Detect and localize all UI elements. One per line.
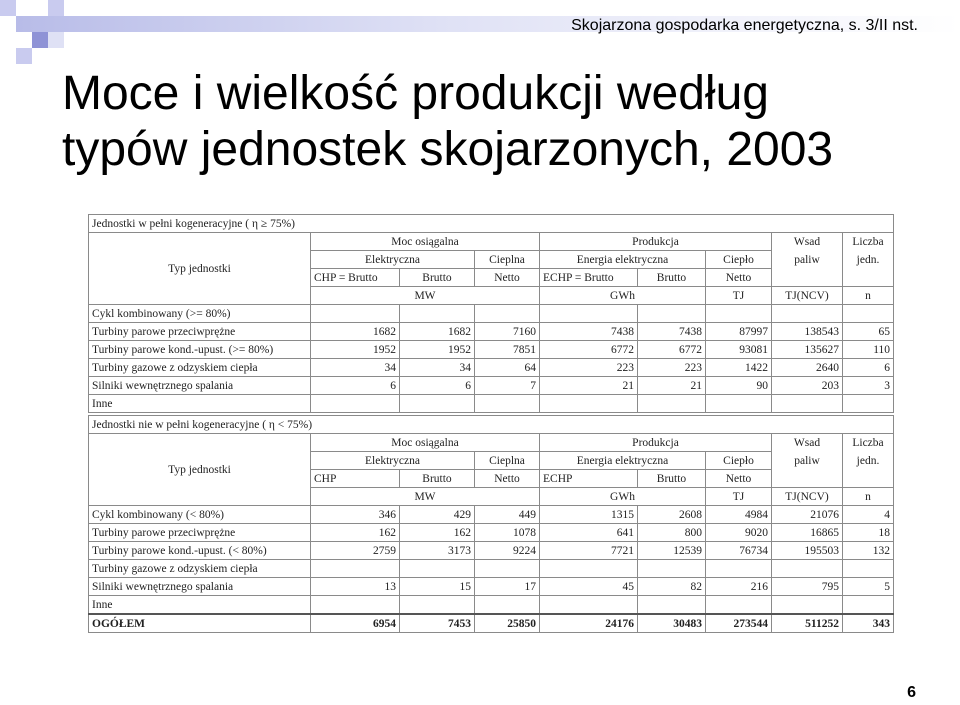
unit-gwh: GWh (540, 287, 706, 305)
cieplna-header: Cieplna (475, 452, 540, 470)
col-header: CHP = Brutto (311, 269, 400, 287)
table-cell: 6 (400, 377, 475, 395)
table-row (89, 506, 894, 524)
cieplo-header: Ciepło (706, 452, 772, 470)
slide-title (62, 66, 833, 178)
typ-jednostki-header: Typ jednostki (89, 233, 311, 305)
table-cell: 93081 (706, 341, 772, 359)
table-cell: 21 (638, 377, 706, 395)
cieplo-header: Ciepło (706, 251, 772, 269)
table-cell: 21076 (772, 506, 843, 524)
table-cell: 90 (706, 377, 772, 395)
table-cell: 76734 (706, 542, 772, 560)
table-cell (400, 560, 475, 578)
section-title-row (89, 215, 894, 233)
table-cell: 87997 (706, 323, 772, 341)
row-label: Turbiny parowe kond.-upust. (< 80%) (89, 542, 311, 560)
empty-cell (772, 269, 843, 287)
table-cell (311, 395, 400, 413)
col-header: ECHP = Brutto (540, 269, 638, 287)
row-label: Cykl kombinowany (>= 80%) (89, 305, 311, 323)
table-cell: 34 (400, 359, 475, 377)
table-cell: 6772 (638, 341, 706, 359)
empty-cell (772, 470, 843, 488)
page-number: 6 (907, 684, 916, 701)
table-cell (400, 395, 475, 413)
table-cell (311, 305, 400, 323)
unit-n: n (843, 287, 894, 305)
wsad-header: Wsad (772, 434, 843, 452)
table-cell (475, 560, 540, 578)
section-title-row (89, 416, 894, 434)
table-cell: 795 (772, 578, 843, 596)
table-cell (772, 395, 843, 413)
unit-tjncv: TJ(NCV) (772, 287, 843, 305)
jedn-header: jedn. (843, 251, 894, 269)
produkcja-header: Produkcja (540, 233, 772, 251)
table-cell: 223 (638, 359, 706, 377)
table-cell: 15 (400, 578, 475, 596)
table-cell: 12539 (638, 542, 706, 560)
empty-cell (843, 269, 894, 287)
table-cell: 7160 (475, 323, 540, 341)
table-cell (638, 560, 706, 578)
deco-square (32, 32, 48, 48)
table-cell (772, 560, 843, 578)
table-cell: 2759 (311, 542, 400, 560)
table-cell: 21 (540, 377, 638, 395)
table-row (89, 341, 894, 359)
table-cell: 1952 (400, 341, 475, 359)
table-cell (843, 395, 894, 413)
table-cell: 6 (843, 359, 894, 377)
unit-mw: MW (311, 287, 540, 305)
table-cell (475, 395, 540, 413)
moc-header: Moc osiągalna (311, 434, 540, 452)
row-label: Cykl kombinowany (< 80%) (89, 506, 311, 524)
table-cell (843, 596, 894, 615)
table-cell: 800 (638, 524, 706, 542)
table-cell: 64 (475, 359, 540, 377)
table-cell (400, 596, 475, 615)
row-label: Turbiny gazowe z odzyskiem ciepła (89, 359, 311, 377)
section-1-title: Jednostki w pełni kogeneracyjne ( η ≥ 75%) (89, 215, 894, 233)
table-cell: 7438 (638, 323, 706, 341)
row-label: Silniki wewnętrznego spalania (89, 377, 311, 395)
table-cell: 2640 (772, 359, 843, 377)
table-cell: 223 (540, 359, 638, 377)
liczba-header: Liczba (843, 233, 894, 251)
table-cell (706, 395, 772, 413)
table-cell (311, 596, 400, 615)
table-cell: 162 (311, 524, 400, 542)
table-cell: 162 (400, 524, 475, 542)
typ-jednostki-header: Typ jednostki (89, 434, 311, 506)
cieplna-header: Cieplna (475, 251, 540, 269)
table-cell: 4 (843, 506, 894, 524)
table-cell: 18 (843, 524, 894, 542)
table-cell: 7438 (540, 323, 638, 341)
table-cell: 1952 (311, 341, 400, 359)
table-cell: 34 (311, 359, 400, 377)
unit-tjncv: TJ(NCV) (772, 488, 843, 506)
row-label: Turbiny parowe przeciwprężne (89, 323, 311, 341)
unit-n: n (843, 488, 894, 506)
col-header: Brutto (638, 470, 706, 488)
table-cell: 138543 (772, 323, 843, 341)
table-cell (638, 305, 706, 323)
table-cell: 82 (638, 578, 706, 596)
total-value: 511252 (772, 614, 843, 633)
empty-cell (843, 470, 894, 488)
row-label: Inne (89, 596, 311, 615)
table-cell: 216 (706, 578, 772, 596)
table-cell: 1422 (706, 359, 772, 377)
table-cell: 203 (772, 377, 843, 395)
table-cell (400, 305, 475, 323)
col-header: Netto (475, 470, 540, 488)
row-label: Inne (89, 395, 311, 413)
table-cell: 1682 (400, 323, 475, 341)
table-cell: 16865 (772, 524, 843, 542)
table-cell (638, 596, 706, 615)
table-cell (706, 305, 772, 323)
unit-tj: TJ (706, 488, 772, 506)
table-cell: 1315 (540, 506, 638, 524)
table-cell: 9224 (475, 542, 540, 560)
wsad-header: Wsad (772, 233, 843, 251)
table-cell (540, 395, 638, 413)
total-value: 25850 (475, 614, 540, 633)
total-value: 273544 (706, 614, 772, 633)
table-cell (540, 596, 638, 615)
table-cell (772, 596, 843, 615)
table-cell: 346 (311, 506, 400, 524)
table-row (89, 596, 894, 615)
total-label: OGÓŁEM (89, 614, 311, 633)
table-cell (540, 305, 638, 323)
table-cell: 2608 (638, 506, 706, 524)
unit-gwh: GWh (540, 488, 706, 506)
section-2-title: Jednostki nie w pełni kogeneracyjne ( η < 75%) (89, 416, 894, 434)
col-header: Netto (475, 269, 540, 287)
deco-square (16, 48, 32, 64)
table-cell: 1682 (311, 323, 400, 341)
table-cell: 7851 (475, 341, 540, 359)
deco-square (0, 0, 16, 16)
energia-el-header: Energia elektryczna (540, 452, 706, 470)
table-row (89, 305, 894, 323)
total-value: 343 (843, 614, 894, 633)
table-cell: 7721 (540, 542, 638, 560)
jedn-header: jedn. (843, 452, 894, 470)
section-1-body (89, 305, 894, 413)
table-row (89, 359, 894, 377)
header-row (89, 233, 894, 251)
title-line-1: Moce i wielkość produkcji według (62, 67, 769, 120)
table-cell: 110 (843, 341, 894, 359)
table-cell: 4984 (706, 506, 772, 524)
data-table (88, 214, 894, 633)
row-label: Turbiny parowe kond.-upust. (>= 80%) (89, 341, 311, 359)
total-row (89, 614, 894, 633)
produkcja-header: Produkcja (540, 434, 772, 452)
col-header: Brutto (638, 269, 706, 287)
table-cell: 65 (843, 323, 894, 341)
header-row (89, 434, 894, 452)
table-row (89, 560, 894, 578)
energia-el-header: Energia elektryczna (540, 251, 706, 269)
table-cell: 132 (843, 542, 894, 560)
total-value: 30483 (638, 614, 706, 633)
table-row (89, 395, 894, 413)
total-value: 24176 (540, 614, 638, 633)
table-cell: 429 (400, 506, 475, 524)
table-cell: 1078 (475, 524, 540, 542)
table-cell (475, 305, 540, 323)
elektryczna-header: Elektryczna (311, 452, 475, 470)
total-value: 7453 (400, 614, 475, 633)
table-row (89, 524, 894, 542)
unit-tj: TJ (706, 287, 772, 305)
table-cell (475, 596, 540, 615)
section-2-body (89, 506, 894, 615)
liczba-header: Liczba (843, 434, 894, 452)
table-cell (540, 560, 638, 578)
col-header: Netto (706, 269, 772, 287)
row-label: Turbiny gazowe z odzyskiem ciepła (89, 560, 311, 578)
table-cell (638, 395, 706, 413)
deco-square (48, 0, 64, 16)
elektryczna-header: Elektryczna (311, 251, 475, 269)
paliw-header: paliw (772, 251, 843, 269)
table-cell: 17 (475, 578, 540, 596)
table-cell: 7 (475, 377, 540, 395)
col-header: Netto (706, 470, 772, 488)
total-value: 6954 (311, 614, 400, 633)
table-cell (843, 560, 894, 578)
paliw-header: paliw (772, 452, 843, 470)
title-line-2: typów jednostek skojarzonych, 2003 (62, 123, 834, 176)
header-text: Skojarzona gospodarka energetyczna, s. 3/II nst. (571, 17, 918, 34)
table-cell (843, 305, 894, 323)
table-cell (311, 560, 400, 578)
table-row (89, 542, 894, 560)
row-label: Turbiny parowe przeciwprężne (89, 524, 311, 542)
table-cell: 3 (843, 377, 894, 395)
table-cell: 135627 (772, 341, 843, 359)
moc-header: Moc osiągalna (311, 233, 540, 251)
col-header: Brutto (400, 470, 475, 488)
deco-square (48, 32, 64, 48)
table-cell: 13 (311, 578, 400, 596)
col-header: ECHP (540, 470, 638, 488)
col-header: CHP (311, 470, 400, 488)
table-cell: 5 (843, 578, 894, 596)
table-cell (772, 305, 843, 323)
table-cell: 3173 (400, 542, 475, 560)
table-cell: 449 (475, 506, 540, 524)
table-cell: 641 (540, 524, 638, 542)
row-label: Silniki wewnętrznego spalania (89, 578, 311, 596)
table-cell (706, 560, 772, 578)
table-cell (706, 596, 772, 615)
table-row (89, 377, 894, 395)
table-cell: 6 (311, 377, 400, 395)
table-cell: 45 (540, 578, 638, 596)
unit-mw: MW (311, 488, 540, 506)
table-cell: 195503 (772, 542, 843, 560)
col-header: Brutto (400, 269, 475, 287)
table-cell: 9020 (706, 524, 772, 542)
table-cell: 6772 (540, 341, 638, 359)
table-row (89, 578, 894, 596)
table-row (89, 323, 894, 341)
